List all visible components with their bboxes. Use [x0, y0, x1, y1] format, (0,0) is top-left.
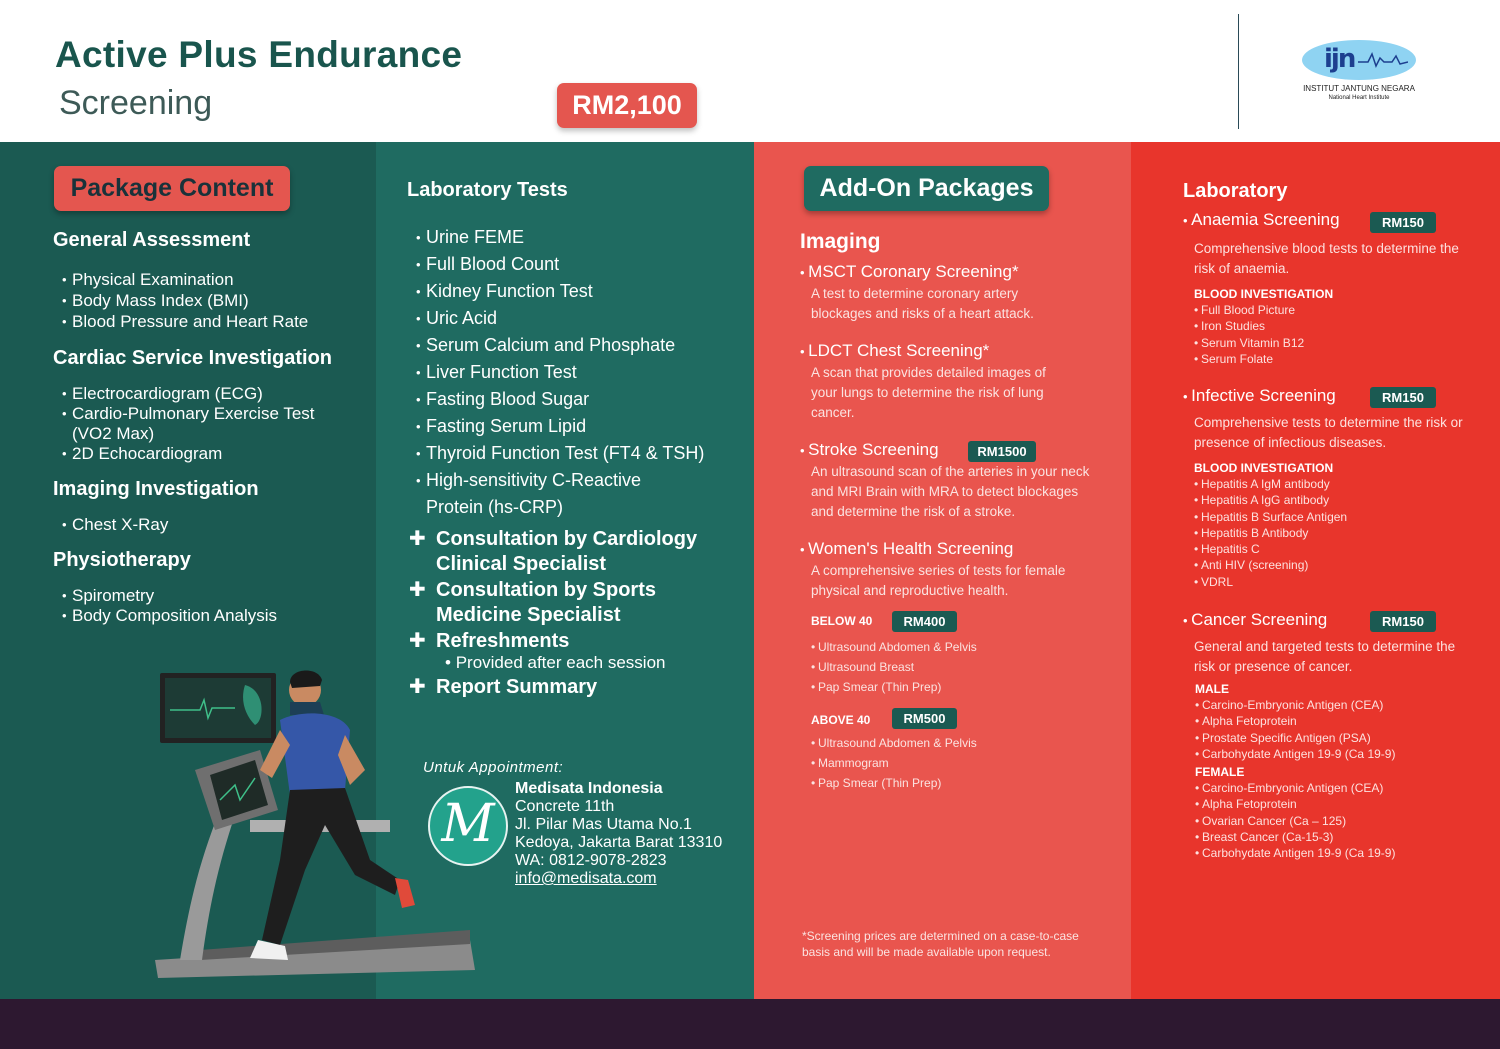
ldct-title: • LDCT Chest Screening* — [800, 341, 989, 361]
msct-title: • MSCT Coronary Screening* — [800, 262, 1019, 282]
list-item: • Fasting Blood Sugar — [416, 386, 704, 413]
msct-description: A test to determine coronary artery blockages and risks of a heart attack. — [811, 286, 1034, 321]
list-item: • High-sensitivity C-Reactive Protein (hs-CRP) — [416, 467, 666, 521]
list-item: • Breast Cancer (Ca-15-3) — [1195, 829, 1395, 845]
appointment-title: Untuk Appointment: — [423, 759, 564, 776]
appointment-contact — [515, 780, 722, 888]
imaging-investigation-list — [62, 515, 168, 535]
cancer-description: General and targeted tests to determine the risk or presence of cancer. — [1194, 639, 1456, 674]
laboratory-tests-heading: Laboratory Tests — [407, 179, 568, 201]
logo-name: INSTITUT JANTUNG NEGARA — [1303, 84, 1415, 93]
list-item: • Prostate Specific Antigen (PSA) — [1195, 730, 1395, 746]
list-item: • Pap Smear (Thin Prep) — [811, 773, 977, 793]
female-label: FEMALE — [1195, 765, 1245, 779]
list-item: • Fasting Serum Lipid — [416, 413, 704, 440]
list-item: • Pap Smear (Thin Prep) — [811, 677, 977, 697]
section-imaging-investigation: Imaging Investigation — [53, 478, 259, 500]
treadmill-post — [180, 810, 235, 960]
list-item: • Kidney Function Test — [416, 278, 704, 305]
page-title: Active Plus Endurance — [55, 34, 463, 75]
physiotherapy-list — [62, 586, 277, 626]
list-item: • Physical Examination — [62, 270, 308, 290]
phone-number: WA: 0812-9078-2823 — [515, 852, 667, 869]
refreshments-note: • Provided after each session — [445, 653, 666, 672]
page-subtitle: Screening — [59, 84, 213, 122]
footer-bar — [0, 999, 1500, 1049]
list-item: • Anti HIV (screening) — [1194, 557, 1347, 573]
list-item: • VDRL — [1194, 574, 1347, 590]
list-item: • Serum Calcium and Phosphate — [416, 332, 704, 359]
logo-subtitle: National Heart Institute — [1328, 95, 1390, 101]
stroke-title: • Stroke Screening — [800, 440, 939, 460]
female-cancer-list — [1195, 780, 1395, 861]
list-item: • Body Mass Index (BMI) — [62, 291, 308, 311]
logo-mark: ijn — [1324, 44, 1355, 74]
package-price-badge: RM2,100 — [557, 83, 697, 128]
section-general-assessment: General Assessment — [53, 229, 251, 251]
list-item: • Liver Function Test — [416, 359, 704, 386]
header — [0, 0, 1500, 142]
list-item: • Hepatitis A IgG antibody — [1194, 492, 1347, 508]
list-item: • Body Composition Analysis — [62, 606, 277, 626]
section-physiotherapy: Physiotherapy — [53, 549, 191, 571]
stroke-description: An ultrasound scan of the arteries in your neck and MRI Brain with MRA to detect blockages and determine the risk of a stroke. — [811, 464, 1090, 519]
list-item: • Hepatitis B Antibody — [1194, 525, 1347, 541]
ldct-description: A scan that provides detailed images of your lungs to determine the risk of lung cancer. — [811, 365, 1046, 420]
womens-health-title: • Women's Health Screening — [800, 539, 1013, 559]
list-item: • Carcino-Embryonic Antigen (CEA) — [1195, 697, 1395, 713]
anaemia-title: • Anaemia Screening — [1183, 210, 1340, 230]
list-item: • Hepatitis C — [1194, 541, 1347, 557]
section-cardiac-investigation: Cardiac Service Investigation — [53, 347, 333, 369]
male-cancer-list — [1195, 697, 1395, 762]
pricing-footnote: *Screening prices are determined on a case-to-case basis and will be made available upon request. — [802, 929, 1079, 959]
list-item: • Blood Pressure and Heart Rate — [62, 312, 308, 332]
infective-title: • Infective Screening — [1183, 386, 1336, 406]
list-item: • Hepatitis A IgM antibody — [1194, 476, 1347, 492]
list-item: • Serum Vitamin B12 — [1194, 335, 1304, 351]
list-item: • Full Blood Picture — [1194, 302, 1304, 318]
below40-list — [811, 637, 977, 697]
list-item: • Mammogram — [811, 753, 977, 773]
laboratory-tests-list — [416, 224, 704, 521]
address-line: Kedoya, Jakarta Barat 13310 — [515, 834, 723, 851]
list-item: • Carbohydate Antigen 19-9 (Ca 19-9) — [1195, 746, 1395, 762]
list-item: • Urine FEME — [416, 224, 704, 251]
heartbeat-icon — [1358, 50, 1408, 70]
list-item: • Alpha Fetoprotein — [1195, 713, 1395, 729]
plus-icon: ✚ — [409, 630, 426, 652]
list-item: • Uric Acid — [416, 305, 704, 332]
anaemia-price-badge: RM150 — [1370, 212, 1436, 233]
plus-icon: ✚ — [409, 579, 426, 601]
anaemia-list — [1194, 302, 1304, 367]
medisata-logo: M — [428, 786, 508, 866]
list-item: • Full Blood Count — [416, 251, 704, 278]
list-item: • Carcino-Embryonic Antigen (CEA) — [1195, 780, 1395, 796]
above40-list — [811, 733, 977, 793]
anaemia-description: Comprehensive blood tests to determine the risk of anaemia. — [1194, 241, 1459, 276]
clinic-name: Medisata Indonesia — [515, 780, 663, 797]
addon-packages-badge: Add-On Packages — [804, 166, 1049, 211]
email-link[interactable]: info@medisata.com — [515, 870, 657, 887]
list-item: • Ultrasound Breast — [811, 657, 977, 677]
below40-price-badge: RM400 — [892, 611, 957, 632]
list-item: • Alpha Fetoprotein — [1195, 796, 1395, 812]
list-item: • Ultrasound Abdomen & Pelvis — [811, 637, 977, 657]
above40-price-badge: RM500 — [892, 708, 957, 729]
infective-list — [1194, 476, 1347, 590]
plus-icon: ✚ — [409, 676, 426, 698]
general-assessment-list — [62, 270, 308, 332]
ijn-logo — [1296, 38, 1422, 108]
address-line: Jl. Pilar Mas Utama No.1 — [515, 816, 692, 833]
list-item: • Hepatitis B Surface Antigen — [1194, 509, 1347, 525]
list-item: • Carbohydate Antigen 19-9 (Ca 19-9) — [1195, 845, 1395, 861]
cardiac-investigation-list — [62, 384, 352, 464]
womens-health-description: A comprehensive series of tests for female physical and reproductive health. — [811, 563, 1066, 598]
package-content-badge: Package Content — [54, 166, 290, 211]
above40-label: ABOVE 40 — [811, 713, 871, 727]
anaemia-investigation-label: BLOOD INVESTIGATION — [1194, 287, 1334, 301]
list-item: • Spirometry — [62, 586, 277, 606]
laboratory-heading: Laboratory — [1183, 180, 1288, 202]
imaging-heading: Imaging — [800, 230, 881, 253]
runner-legs — [262, 788, 400, 945]
infective-description: Comprehensive tests to determine the risk or presence of infectious diseases. — [1194, 415, 1463, 450]
infective-investigation-label: BLOOD INVESTIGATION — [1194, 461, 1334, 475]
address-line: Concrete 11th — [515, 798, 615, 815]
cancer-price-badge: RM150 — [1370, 611, 1436, 632]
list-item: • Ultrasound Abdomen & Pelvis — [811, 733, 977, 753]
header-divider — [1238, 14, 1239, 129]
list-item: • Chest X-Ray — [62, 515, 168, 535]
list-item: • Cardio-Pulmonary Exercise Test (VO2 Max) — [62, 404, 352, 444]
list-item: • Iron Studies — [1194, 318, 1304, 334]
infective-price-badge: RM150 — [1370, 387, 1436, 408]
male-label: MALE — [1195, 682, 1229, 696]
runner-shoe — [250, 940, 288, 960]
list-item: • Serum Folate — [1194, 351, 1304, 367]
list-item: • Thyroid Function Test (FT4 & TSH) — [416, 440, 704, 467]
below40-label: BELOW 40 — [811, 614, 873, 628]
stroke-price-badge: RM1500 — [968, 441, 1036, 462]
list-item: • 2D Echocardiogram — [62, 444, 352, 464]
cancer-title: • Cancer Screening — [1183, 610, 1327, 630]
plus-icon: ✚ — [409, 528, 426, 550]
list-item: • Electrocardiogram (ECG) — [62, 384, 352, 404]
list-item: • Ovarian Cancer (Ca – 125) — [1195, 813, 1395, 829]
